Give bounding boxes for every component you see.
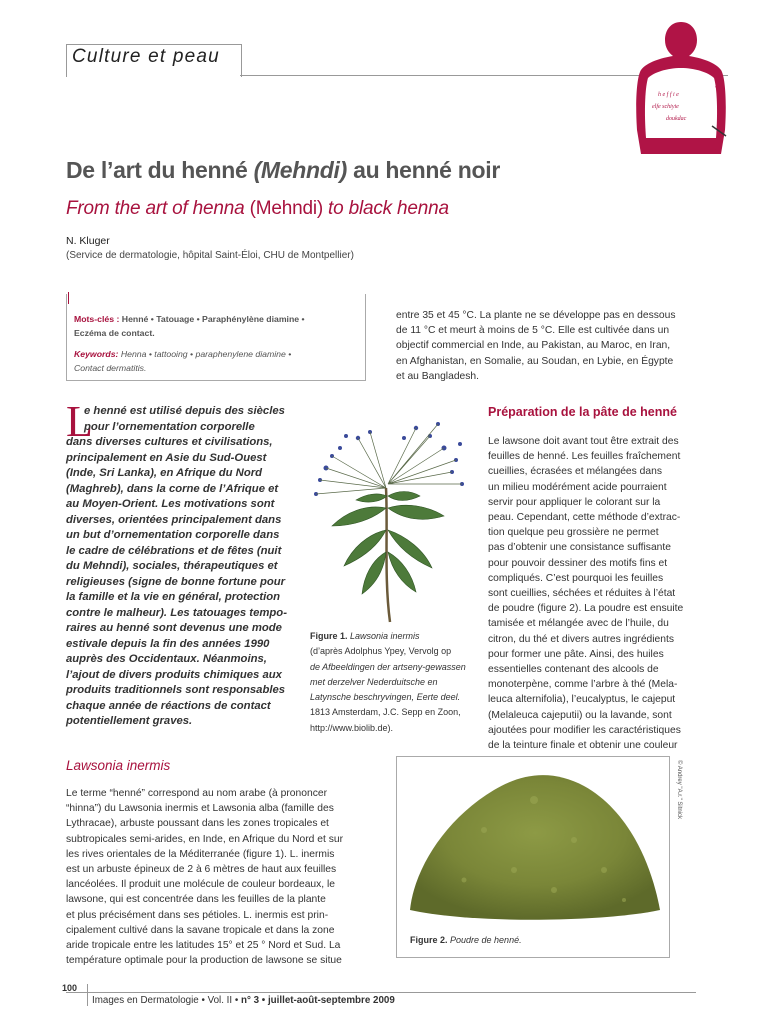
figure1-caption-line: (d’après Adolphus Ypey, Vervolg op (310, 646, 452, 657)
text-line: compliqués. C’est pourquoi les feuilles (488, 572, 664, 584)
logo-script-2: elfe schiyie (652, 104, 679, 110)
back-area (645, 68, 717, 138)
lead-line: chaque année de réactions de contact (66, 699, 271, 712)
text-line: aride tropicale entre les latitudes 15° et 25 ° Nord et Sud. La (66, 940, 341, 952)
figure1-label: Figure 1. (310, 631, 348, 641)
keywords-fr (74, 313, 356, 340)
keywords-en-line-1: Henna • tattooing • paraphenylene diamine • (118, 349, 292, 359)
text-line: lawsone, qui est concentrée dans les feuilles de la plante (66, 894, 326, 906)
keywords-accent-mark (68, 292, 69, 304)
journal-reference (92, 995, 395, 1006)
text-line: citron, du thé et divers autres ingrédients (488, 633, 675, 645)
drop-cap: L (66, 397, 93, 446)
lead-line: (Inde, Sri Lanka), en Afrique du Nord (66, 467, 263, 479)
logo-script-3: doukdac (666, 116, 687, 122)
author: N. Kluger (66, 235, 110, 247)
text-line: objectif commercial en Inde, au Pakistan, au Maroc, en Iran, (396, 340, 671, 352)
text-line: les rives orientales de la Méditerranée (figure 1). L. inermis (66, 848, 335, 860)
lead-line: estivale depuis la fin des années 1990 (66, 637, 270, 650)
lead-line: produits traditionnels sont responsables (66, 684, 286, 696)
text-line: en Afghanistan, en Somalie, au Soudan, en Lybie, en Égypte (396, 355, 674, 367)
title-en-part2: (Mehndi) (249, 198, 323, 219)
lead-line: un but d’ornementation corporelle dans (66, 529, 280, 541)
figure1-caption (310, 629, 468, 736)
text-line: peau. Cependant, cette méthode d’extrac- (488, 512, 681, 524)
title-fr-italic: (Mehndi) (253, 157, 347, 183)
lead-line: religieuses (signe de bonne fortune pour (66, 575, 286, 588)
text-line: pour pouvoir dessiner des motifs fins et (488, 557, 668, 569)
text-line: “hinna”) du Lawsonia inermis et Lawsonia alba (famille des (66, 803, 334, 815)
lead-line: la famille et la vie en général, protection (66, 591, 281, 603)
lead-line: au Moyen-Orient. Les motivations sont (66, 498, 275, 510)
text-line: pour former une pâte. Ainsi, des huiles (488, 648, 664, 660)
figure1-caption-line: met derzelver Nederduitsche en (310, 676, 438, 687)
figure1-caption-line (310, 629, 468, 644)
text-line: et plus précisément dans ses pétioles. L. inermis est prin- (66, 909, 329, 921)
body-text-right-main (488, 434, 702, 753)
keywords-en-label: Keywords: (74, 349, 119, 359)
affiliation: (Service de dermatologie, hôpital Saint-Éloi, CHU de Montpellier) (66, 250, 354, 261)
text-line: de poudre (figure 2). La poudre est ensuite (488, 603, 684, 615)
text-line: cueillies, écrasées et mélangées dans (488, 466, 663, 478)
lead-line: du Mehndi), sociales, thérapeutiques et (66, 560, 278, 572)
article-title-en (66, 198, 449, 220)
title-en-part3: to black henna (322, 198, 449, 219)
lead-line: contre le malheur). Les tatouages tempo- (66, 606, 287, 619)
keywords-fr-line-2: Eczéma de contact. (74, 327, 155, 338)
section-heading-lawsonia: Lawsonia inermis (66, 758, 171, 773)
text-line: lancéolées. Il produit une molécule de couleur bordeaux, le (66, 879, 336, 891)
text-line: tion quelque peu grossière ne permet (488, 527, 659, 539)
footer-tick (87, 984, 88, 1006)
text-line: monoterpène, comme l’arbre à thé (Mela- (488, 679, 678, 691)
figure2-caption (410, 935, 522, 945)
title-en-part1: From the art of henna (66, 198, 250, 219)
figure2-label: Figure 2. (410, 935, 448, 945)
title-fr-part2: au henné noir (347, 157, 500, 183)
lead-paragraph (66, 404, 287, 730)
photo-credit (672, 760, 684, 870)
body-text-left-bottom (66, 786, 366, 968)
figure1-species: Lawsonia inermis (347, 631, 420, 641)
body-text-right-top (396, 308, 702, 384)
lead-line: principalement en Asie du Sud-Ouest (66, 451, 267, 464)
text-line: leuca alternifolia), l’eucalyptus, le cajeput (488, 694, 676, 706)
text-line: tamisée et mélangée avec de l’huile, du (488, 618, 669, 630)
text-line: Le terme “henné” correspond au nom arabe (à prononcer (66, 788, 328, 799)
text-line: Le lawsone doit avant tout être extrait des (488, 436, 679, 447)
keywords-fr-label: Mots-clés : (74, 314, 120, 324)
lawsonia-plant-illustration (306, 408, 466, 624)
title-fr-part1: De l’art du henné (66, 157, 254, 183)
tattooed-back-logo-icon (626, 16, 736, 156)
journal-name: Images en Dermatologie • Vol. II • (92, 995, 241, 1006)
text-line: est un arbuste épineux de 2 à 6 mètres de haut aux feuilles (66, 864, 337, 876)
footer-rule (66, 992, 696, 993)
keywords-en-line-2: Contact dermatitis. (74, 362, 147, 373)
logo-script-1: h e f f i e (658, 92, 679, 98)
lead-line: le cadre de célébrations et de fêtes (nuit (66, 544, 282, 557)
figure1-caption-line: http://www.biolib.de). (310, 722, 394, 733)
text-line: entre 35 et 45 °C. La plante ne se développe pas en dessous (396, 310, 676, 321)
figure1-caption-line: 1813 Amsterdam, J.C. Sepp en Zoon, (310, 707, 461, 718)
lead-line: auprès des Occidentaux. Néanmoins, (66, 653, 267, 665)
journal-issue: n° 3 • juillet-août-septembre 2009 (241, 995, 395, 1006)
henna-powder-photo (404, 760, 666, 930)
section-heading-preparation: Préparation de la pâte de henné (488, 405, 677, 419)
lead-line: dans diverses cultures et civilisations, (66, 436, 273, 448)
figure1-caption-line: de Afbeeldingen der artseny-gewassen (310, 661, 466, 672)
text-line: température optimale pour la production de lawsone se situe (66, 955, 342, 967)
lead-line: e henné est utilisé depuis des siècles (84, 405, 285, 417)
lead-line: potentiellement graves. (66, 715, 193, 727)
text-line: subtropicales semi-arides, en Inde, en Afrique du Nord et sur (66, 833, 344, 845)
text-line: de la teinture finale et obtenir une couleur (488, 740, 678, 752)
figure1-caption-line: Latynsche beschryvingen, Eerte deel. (310, 692, 461, 703)
text-line: un milieu modérément acide pourraient (488, 481, 667, 493)
text-line: et au Bangladesh. (396, 370, 480, 382)
text-line: feuilles de henné. Les feuilles fraîchement (488, 451, 681, 463)
flower-stems (316, 424, 462, 494)
lead-line: (Maghreb), dans la corne de l’Afrique et (66, 482, 279, 495)
keywords-fr-line-1: Henné • Tatouage • Paraphénylène diamine • (119, 314, 305, 324)
figure2-caption-text: Poudre de henné. (447, 935, 522, 945)
page-number: 100 (62, 983, 78, 993)
text-line: (Melaleuca cajeputii) ou la lavande, sont (488, 709, 672, 721)
text-line: Lythracae), arbuste poussant dans les zones tropicales et (66, 818, 329, 830)
lead-line: pour l’ornementation corporelle (84, 420, 255, 433)
lead-line: raires au henné sont devenus une mode (66, 622, 282, 634)
lead-line: l’ajout de divers produits chimiques aux (66, 668, 282, 681)
text-line: essentielles contenant des alcools de (488, 664, 659, 676)
keywords-en (74, 348, 356, 375)
text-line: pas d’obtenir une consistance suffisante (488, 542, 671, 554)
text-line: servir pour appliquer le colorant sur la (488, 496, 661, 508)
text-line: de 11 °C et meurt à moins de 5 °C. Elle est cultivée dans un (396, 325, 670, 337)
article-title-fr (66, 157, 500, 184)
text-line: ajoutées pour modifier les caractéristiques (488, 724, 681, 736)
text-line: cipalement cultivé dans la savane tropicale et dans la zone (66, 924, 335, 936)
rubric-title: Culture et peau (72, 46, 220, 67)
photo-credit-text: © Andrey "A.r." Sitnick (676, 760, 682, 820)
lead-line: diverses, orientées principalement dans (66, 513, 282, 526)
text-line: sont cueillies, séchées et réduites à l’état (488, 588, 676, 600)
